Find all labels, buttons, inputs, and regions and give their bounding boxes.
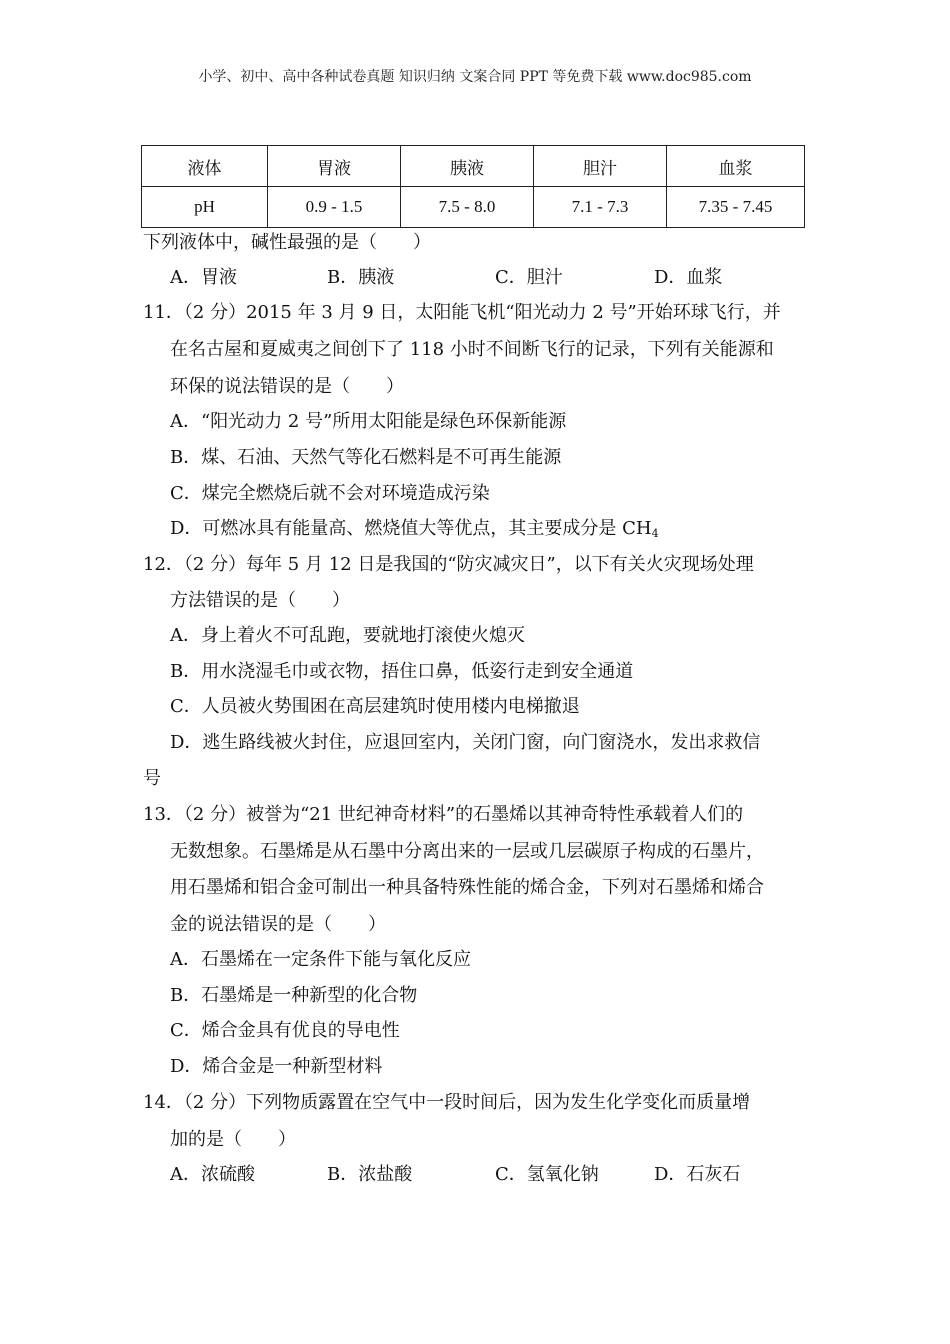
q11-option-d — [170, 517, 659, 546]
q14-option-d: D．石灰石 — [654, 1164, 741, 1185]
q12-line-1: 12．（2 分）每年 5 月 12 日是我国的“防灾减灾日”，以下有关火灾现场处理 — [143, 554, 754, 575]
q11-option-c: C．煤完全燃烧后就不会对环境造成污染 — [170, 483, 490, 504]
q13-line-1: 13．（2 分）被誉为“21 世纪神奇材料”的石墨烯以其神奇特性承载着人们的 — [143, 804, 744, 825]
q11-line-3: 环保的说法错误的是（ ） — [170, 376, 404, 397]
table-cell: 7.35 - 7.45 — [667, 187, 805, 228]
q10-option-b: B．胰液 — [327, 267, 395, 288]
q11-option-b: B．煤、石油、天然气等化石燃料是不可再生能源 — [170, 447, 562, 468]
q12-option-d: D．逃生路线被火封住，应退回室内，关闭门窗，向门窗浇水，发出求救信 — [170, 732, 761, 753]
q14-option-b: B．浓盐酸 — [327, 1164, 413, 1185]
table-row-label: pH — [142, 187, 268, 228]
table-row — [142, 187, 805, 228]
table-header-cell: 血浆 — [667, 146, 805, 187]
q13-line-4: 金的说法错误的是（ ） — [170, 914, 386, 935]
q12-option-d-cont: 号 — [143, 768, 161, 789]
table-header-cell: 胆汁 — [534, 146, 667, 187]
q10-option-a: A．胃液 — [170, 267, 237, 288]
q11-line-2: 在名古屋和夏威夷之间创下了 118 小时不间断飞行的记录，下列有关能源和 — [170, 339, 774, 360]
q12-option-b: B．用水浇湿毛巾或衣物，捂住口鼻，低姿行走到安全通道 — [170, 661, 634, 682]
subscript-4: 4 — [651, 527, 659, 540]
q14-option-c: C．氢氧化钠 — [495, 1164, 599, 1185]
q14-line-2: 加的是（ ） — [170, 1129, 296, 1150]
q12-line-2: 方法错误的是（ ） — [170, 590, 350, 611]
q13-line-2: 无数想象。石墨烯是从石墨中分离出来的一层或几层碳原子构成的石墨片， — [170, 841, 764, 862]
q13-option-c: C．烯合金具有优良的导电性 — [170, 1020, 400, 1041]
q10-stem: 下列液体中，碱性最强的是（ ） — [143, 232, 431, 253]
q10-option-d: D．血浆 — [654, 267, 723, 288]
table-cell: 0.9 - 1.5 — [268, 187, 401, 228]
table-header-cell: 液体 — [142, 146, 268, 187]
q13-line-3: 用石墨烯和铝合金可制出一种具备特殊性能的烯合金，下列对石墨烯和烯合 — [170, 877, 764, 898]
ph-table — [141, 145, 805, 228]
q13-option-b: B．石墨烯是一种新型的化合物 — [170, 985, 418, 1006]
q10-option-c: C．胆汁 — [495, 267, 563, 288]
table-header-row — [142, 146, 805, 187]
q11-option-a: A．“阳光动力 2 号”所用太阳能是绿色环保新能源 — [170, 411, 567, 432]
table-header-cell: 胃液 — [268, 146, 401, 187]
q11-option-d-text: D．可燃冰具有能量高、燃烧值大等优点，其主要成分是 CH — [170, 518, 652, 539]
q14-line-1: 14．（2 分）下列物质露置在空气中一段时间后，因为发生化学变化而质量增 — [143, 1092, 751, 1113]
q13-option-a: A．石墨烯在一定条件下能与氧化反应 — [170, 949, 471, 970]
q13-option-d: D．烯合金是一种新型材料 — [170, 1056, 383, 1077]
table-cell: 7.1 - 7.3 — [534, 187, 667, 228]
page-header: 小学、初中、高中各种试卷真题 知识归纳 文案合同 PPT 等免费下载 www.doc985.com — [198, 69, 752, 85]
q11-line-1: 11．（2 分）2015 年 3 月 9 日，太阳能飞机“阳光动力 2 号”开始环球飞行，并 — [143, 302, 781, 323]
q14-option-a: A．浓硫酸 — [170, 1164, 255, 1185]
table-cell: 7.5 - 8.0 — [401, 187, 534, 228]
table-header-cell: 胰液 — [401, 146, 534, 187]
q12-option-a: A．身上着火不可乱跑，要就地打滚使火熄灭 — [170, 625, 525, 646]
q12-option-c: C．人员被火势围困在高层建筑时使用楼内电梯撤退 — [170, 696, 580, 717]
